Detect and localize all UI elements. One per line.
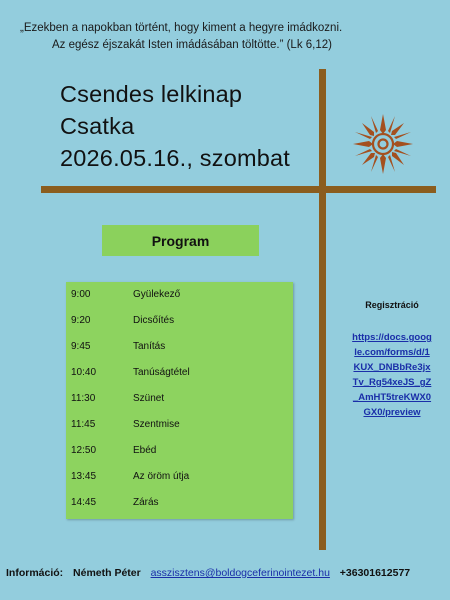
church-emblem-icon bbox=[351, 112, 415, 176]
bible-quote bbox=[14, 20, 434, 54]
schedule-time: 11:45 bbox=[71, 419, 96, 430]
schedule-row bbox=[66, 308, 293, 334]
schedule-time: 11:30 bbox=[71, 393, 96, 404]
program-heading: Program bbox=[102, 225, 259, 256]
schedule-time: 12:50 bbox=[71, 445, 97, 456]
quote-line-2: Az egész éjszakát Isten imádásában töltötte.” (Lk 6,12) bbox=[52, 39, 332, 51]
schedule-time: 14:45 bbox=[71, 497, 97, 508]
schedule-row bbox=[66, 360, 293, 386]
schedule-time: 9:00 bbox=[71, 289, 91, 300]
schedule-time: 9:20 bbox=[71, 315, 91, 326]
event-title bbox=[60, 78, 290, 174]
schedule-time: 9:45 bbox=[71, 341, 91, 352]
schedule-event: Ebéd bbox=[133, 445, 157, 456]
schedule-time: 13:45 bbox=[71, 471, 97, 482]
schedule-row bbox=[66, 438, 293, 464]
cross-vertical-bar bbox=[319, 69, 326, 550]
cross-horizontal-bar bbox=[41, 186, 436, 193]
schedule-row bbox=[66, 282, 293, 308]
schedule-row bbox=[66, 386, 293, 412]
schedule-time: 10:40 bbox=[71, 367, 97, 378]
quote-line-1: „Ezekben a napokban történt, hogy kiment a hegyre imádkozni. bbox=[20, 22, 343, 34]
schedule-event: Szentmise bbox=[133, 419, 180, 430]
schedule-event: Az öröm útja bbox=[133, 471, 190, 482]
schedule-event: Zárás bbox=[133, 497, 159, 508]
title-line-3: 2026.05.16., szombat bbox=[60, 145, 291, 171]
footer-info bbox=[6, 567, 448, 579]
schedule-event: Dicsőítés bbox=[133, 315, 175, 326]
schedule-row bbox=[66, 464, 293, 490]
schedule-row bbox=[66, 412, 293, 438]
registration-link[interactable]: https://docs.google.com/forms/d/1KUX_DNBbRe3jxTv_Rg54xeJS_gZ_AmHT5treKWX0GX0/preview bbox=[352, 332, 432, 418]
schedule-row bbox=[66, 334, 293, 360]
contact-name: Németh Péter bbox=[73, 567, 141, 579]
schedule-row bbox=[66, 490, 293, 516]
footer-label: Információ: bbox=[6, 567, 64, 579]
schedule-event: Tanúságtétel bbox=[133, 367, 190, 378]
schedule-event: Szünet bbox=[133, 393, 165, 404]
schedule-event: Gyülekező bbox=[133, 289, 181, 300]
contact-email-link[interactable]: asszisztens@boldogceferinointezet.hu bbox=[150, 567, 330, 579]
title-line-1: Csendes lelkinap bbox=[60, 81, 243, 107]
registration-label: Regisztráció bbox=[365, 300, 419, 310]
schedule-event: Tanítás bbox=[133, 341, 166, 352]
contact-phone: +36301612577 bbox=[339, 567, 411, 579]
title-line-2: Csatka bbox=[60, 113, 135, 139]
schedule-table bbox=[66, 282, 293, 519]
